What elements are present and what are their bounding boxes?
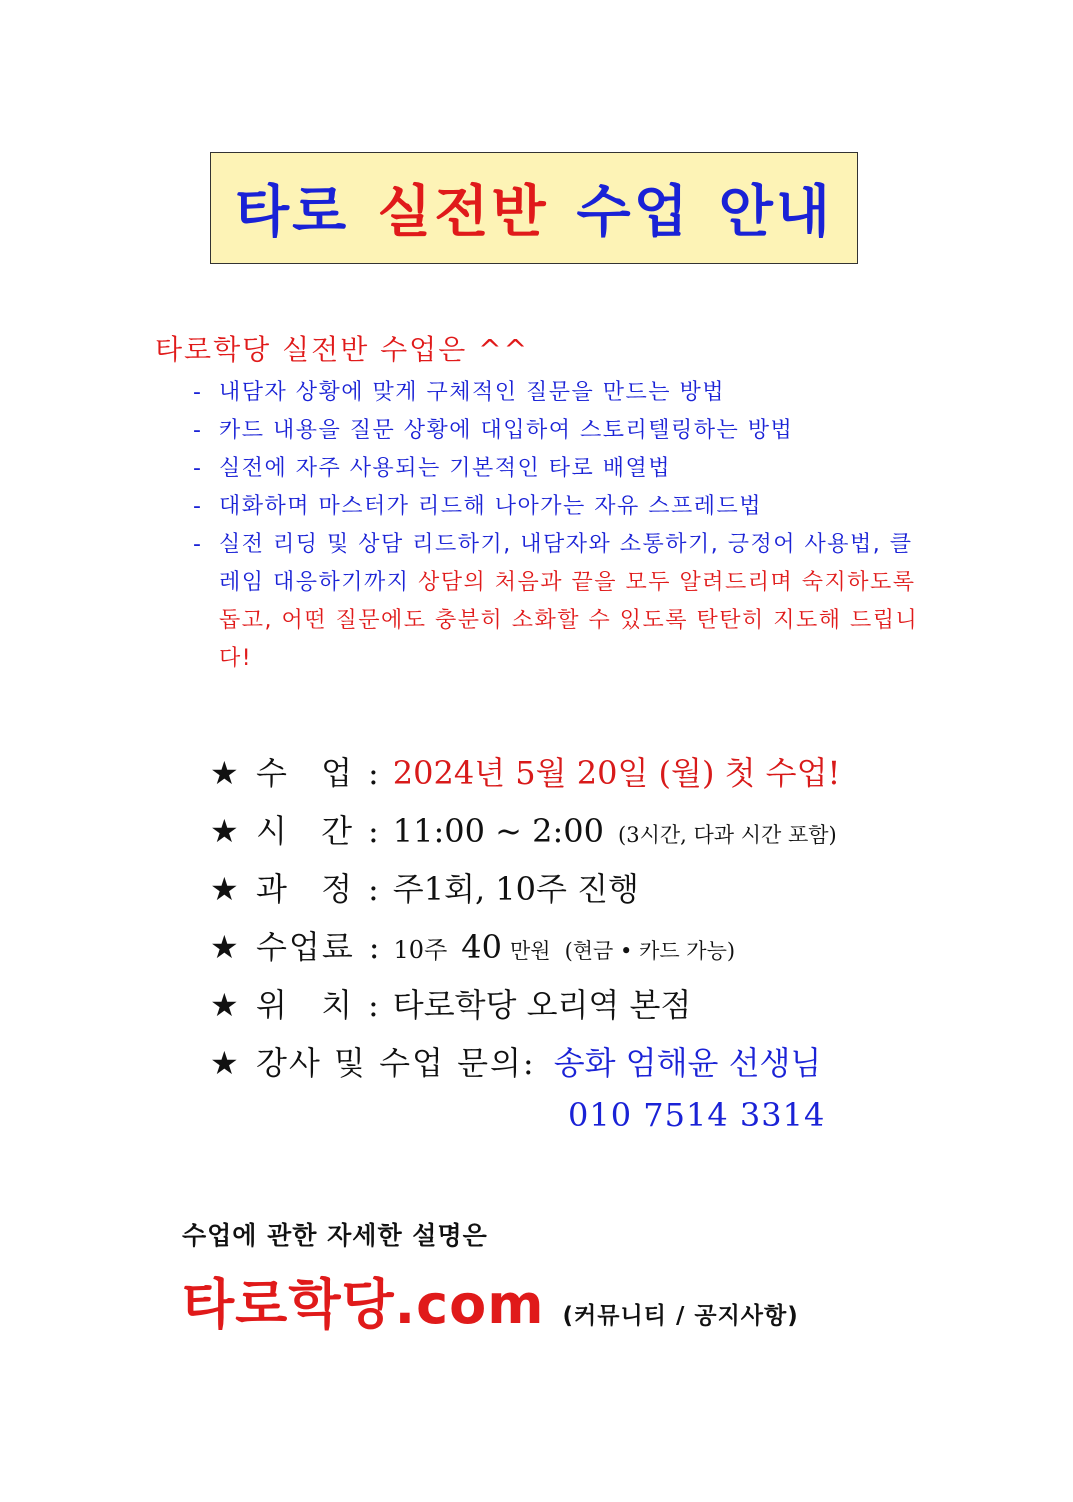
- list-item: [193, 488, 919, 526]
- site-line: [182, 1262, 799, 1339]
- website-name: 타로학당.com: [182, 1273, 545, 1336]
- star-icon: ★: [210, 812, 239, 850]
- fee-unit: 만원: [509, 939, 551, 963]
- info-label: [256, 806, 354, 852]
- intro-heading: 타로학당 실전반 수업은 ^^: [155, 333, 530, 366]
- info-label: [256, 980, 354, 1026]
- colon: :: [368, 754, 379, 792]
- class-start-date: 2024년 5월 20일 (월) 첫 수업!: [392, 754, 841, 792]
- bullet-text-multiline: [219, 526, 919, 678]
- instructor-name: 송화 엄해윤 선생님: [553, 1044, 822, 1082]
- star-icon: ★: [210, 870, 239, 908]
- phone-number: 010 7514 3314: [568, 1096, 826, 1134]
- star-icon: ★: [210, 928, 239, 966]
- info-row-location: [210, 980, 840, 1038]
- info-row-fee: [210, 922, 840, 980]
- info-row-course: [210, 864, 840, 922]
- dash-marker: -: [193, 494, 203, 519]
- bullet-text: 내담자 상황에 맞게 구체적인 질문을 만드는 방법: [219, 380, 726, 405]
- star-icon: ★: [210, 1044, 239, 1082]
- info-label: 강사 및 수업 문의:: [256, 1044, 536, 1082]
- class-time-note: (3시간, 다과 시간 포함): [618, 823, 837, 847]
- star-icon: ★: [210, 986, 239, 1024]
- colon: :: [368, 870, 379, 908]
- class-info: [210, 748, 841, 1134]
- label-char: 정: [321, 870, 354, 908]
- fee-weeks: 10주: [393, 936, 448, 964]
- list-item: [193, 412, 919, 450]
- info-label: [256, 864, 354, 910]
- title-part-class: 수업: [576, 180, 691, 245]
- bullet-text: 실전에 자주 사용되는 기본적인 타로 배열법: [219, 456, 672, 481]
- label-char: 간: [321, 812, 354, 850]
- label-char: 업: [321, 754, 354, 792]
- dash-marker: -: [193, 532, 203, 557]
- colon: :: [368, 812, 379, 850]
- info-label: 수업료: [256, 928, 355, 966]
- dash-marker: -: [193, 380, 203, 405]
- label-char: 시: [256, 812, 289, 850]
- website-note: (커뮤니티 / 공지사항): [562, 1303, 799, 1329]
- intro-bullet-list: [193, 374, 919, 678]
- label-char: 수: [256, 754, 289, 792]
- title-part-guide: 안내: [718, 180, 833, 245]
- class-location: 타로학당 오리역 본점: [392, 986, 692, 1024]
- label-char: 과: [256, 870, 289, 908]
- course-schedule: 주1회, 10주 진행: [392, 870, 639, 908]
- colon: :: [368, 986, 379, 1024]
- info-row-contact: [210, 1038, 840, 1096]
- footer-text: 수업에 관한 자세한 설명은: [182, 1221, 488, 1250]
- colon: :: [368, 928, 380, 966]
- list-item: [193, 374, 919, 412]
- info-row-class: [210, 748, 840, 806]
- fee-amount: 40: [461, 928, 502, 966]
- list-item: [193, 450, 919, 488]
- label-char: 위: [256, 986, 289, 1024]
- list-item: [193, 526, 919, 678]
- dash-marker: -: [193, 456, 203, 481]
- bullet-text: 대화하며 마스터가 리드해 나아가는 자유 스프레드법: [219, 494, 763, 519]
- info-row-time: [210, 806, 840, 864]
- title-part-practical: 실전반: [377, 180, 549, 245]
- bullet-text: 카드 내용을 질문 상황에 대입하여 스토리텔링하는 방법: [219, 418, 794, 443]
- info-label: [256, 748, 354, 794]
- title-part-tarot: 타로: [235, 180, 350, 245]
- fee-note: (현금 • 카드 가능): [564, 939, 736, 963]
- class-time: 11:00 ~ 2:00: [392, 812, 605, 850]
- bullet-text-blue: 실전 리딩 및 상담 리드하기, 내담자와 소통하기, 긍정어 사용법, 클레임 대응하기까지: [219, 532, 913, 595]
- dash-marker: -: [193, 418, 203, 443]
- star-icon: ★: [210, 754, 239, 792]
- page-title: [210, 152, 858, 264]
- label-char: 치: [321, 986, 354, 1024]
- bullet-text-red: 상담의 처음과 끝을 모두 알려드리며 숙지하도록 돕고, 어떤 질문에도 충분히 소화할 수 있도록 탄탄히 지도해 드립니다!: [219, 570, 919, 671]
